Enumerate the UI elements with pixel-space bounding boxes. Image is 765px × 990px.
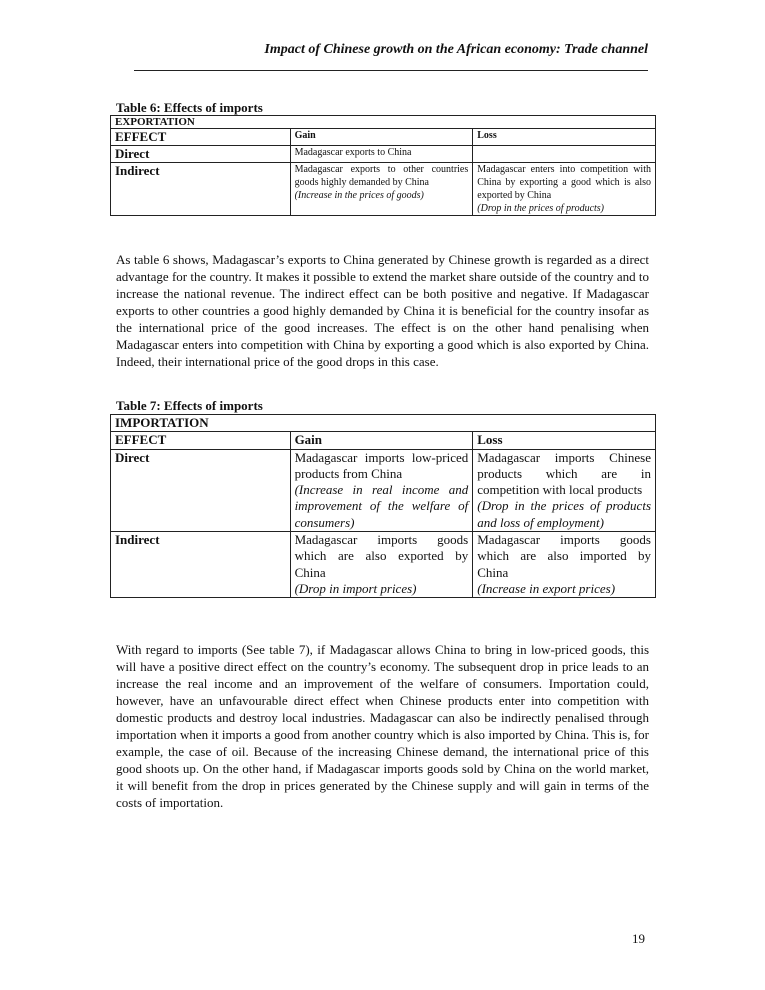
table7-cell-loss	[473, 449, 656, 531]
running-header: Impact of Chinese growth on the African economy: Trade channel	[264, 42, 648, 57]
table7-row-label: Direct	[111, 449, 291, 531]
table6-loss-text: Madagascar enters into competition with China by exporting a good which is also exported by China	[477, 164, 651, 201]
table7-section-row	[111, 415, 656, 432]
table7-loss-note: (Drop in the prices of products and loss of employment)	[477, 498, 651, 530]
table6-gain-text: Madagascar exports to China	[294, 147, 412, 158]
table7-col-effect: EFFECT	[111, 432, 291, 449]
table6-gain-note: (Increase in the prices of goods)	[294, 190, 424, 201]
table7-row-label: Indirect	[111, 532, 291, 598]
table7-loss-text: Madagascar imports goods which are also imported by China	[477, 532, 651, 580]
table7-cell-loss	[473, 532, 656, 598]
table7-gain-text: Madagascar imports low-priced products from China	[294, 449, 469, 481]
table6-cell-gain	[290, 146, 473, 163]
table7-gain-text: Madagascar imports goods which are also exported by China	[294, 532, 469, 580]
table6-loss-note: (Drop in the prices of products)	[477, 203, 605, 214]
table6-gain-text: Madagascar exports to other countries goods highly demanded by China	[294, 164, 469, 188]
table-row	[111, 163, 656, 216]
table-row	[111, 146, 656, 163]
table6-header-row	[111, 129, 656, 146]
table7-gain-note: (Increase in real income and improvement of the welfare of consumers)	[294, 482, 469, 530]
table-row	[111, 449, 656, 531]
table-row	[111, 532, 656, 598]
table6-col-loss: Loss	[473, 129, 656, 146]
table7-cell-gain	[290, 449, 473, 531]
table6-cell-loss	[473, 146, 656, 163]
table6-cell-loss	[473, 163, 656, 216]
table7-cell-gain	[290, 532, 473, 598]
table7-header-row	[111, 432, 656, 449]
table7-col-loss: Loss	[473, 432, 656, 449]
page-number: 19	[632, 931, 645, 946]
table7-caption: Table 7: Effects of imports	[116, 398, 263, 413]
table7-gain-note: (Drop in import prices)	[294, 580, 417, 596]
table7-section-label: IMPORTATION	[111, 415, 656, 432]
table6-col-gain: Gain	[290, 129, 473, 146]
table6-section-row	[111, 116, 656, 129]
table6-row-label: Indirect	[111, 163, 291, 216]
table6-row-label: Direct	[111, 146, 291, 163]
table6-caption: Table 6: Effects of imports	[116, 100, 263, 115]
table7	[110, 414, 656, 598]
paragraph-imports: With regard to imports (See table 7), if Madagascar allows China to bring in low-priced goods, this will have a positive direct effect on the country’s economy. The subsequent drop in price leads to an increase the real income and an improvement of the welfare of consumers. Importation could, however, have an unfavourable direct effect when Chinese products enter into competition with domestic products and destroy local industries. Madagascar can also be indirectly penalised through importation when it imports a good from another country which is also imported by China. This is, for example, the case of oil. Because of the increasing Chinese demand, the international price of this good shoots up. On the other hand, if Madagascar imports goods sold by China on the world market, it will benefit from the drop in prices generated by the Chinese supply and will gain in terms of the costs of importation.	[116, 642, 649, 810]
paragraph-exports: As table 6 shows, Madagascar’s exports to China generated by Chinese growth is regarded as a direct advantage for the country. It makes it possible to extend the market share outside of the country and to increase the national revenue. The indirect effect can be both positive and negative. If Madagascar exports to other countries a good highly demanded by China it is beneficial for the country insofar as the international price of the good increases. The effect is on the other hand penalising when Madagascar enters into competition with China by exporting a good which is also exported by China. Indeed, their international price of the good drops in this case.	[116, 252, 649, 369]
header-rule	[134, 70, 648, 71]
table7-loss-note: (Increase in export prices)	[477, 580, 616, 596]
table7-col-gain: Gain	[290, 432, 473, 449]
table7-loss-text: Madagascar imports Chinese products which are in competition with local products	[477, 449, 651, 498]
table6	[110, 115, 656, 216]
table6-cell-gain	[290, 163, 473, 216]
table6-col-effect: EFFECT	[111, 129, 291, 146]
table6-section-label: EXPORTATION	[111, 116, 656, 129]
